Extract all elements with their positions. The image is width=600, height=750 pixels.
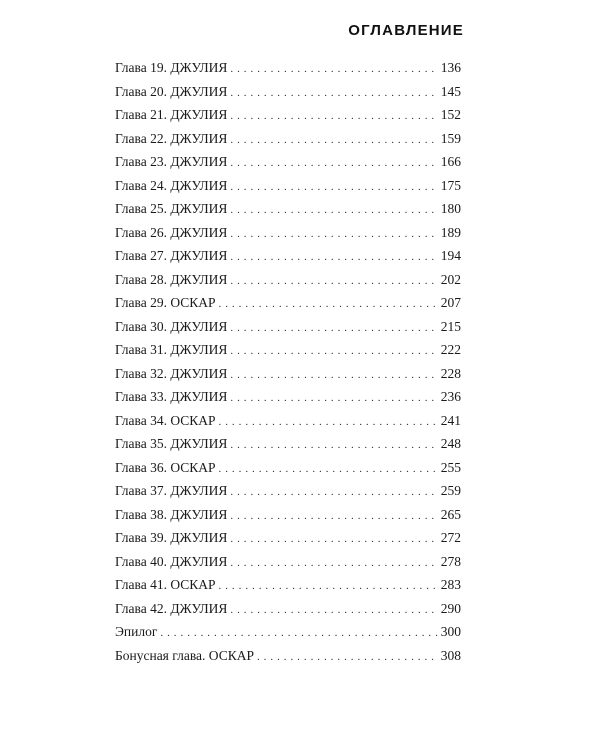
- toc-entry: [115, 103, 461, 127]
- dot-leader: [230, 364, 437, 388]
- toc-entry-page-number: 175: [440, 177, 461, 193]
- dot-leader: [230, 246, 437, 270]
- toc-entry: [115, 550, 461, 574]
- toc-entry-title: Глава 22. ДЖУЛИЯ: [115, 130, 228, 146]
- dot-leader: [230, 223, 437, 247]
- table-of-contents: [115, 56, 461, 667]
- toc-entry-page-number: 228: [440, 365, 461, 381]
- toc-entry-page-number: 152: [440, 107, 461, 122]
- dot-leader: [230, 552, 437, 576]
- dot-leader: [230, 340, 437, 364]
- toc-entry: [115, 409, 461, 433]
- toc-entry-title: Глава 39. ДЖУЛИЯ: [115, 530, 228, 545]
- toc-entry-page-number: 189: [440, 224, 461, 240]
- toc-entry-title: Глава 31. ДЖУЛИЯ: [115, 342, 228, 357]
- dot-leader: [230, 387, 437, 411]
- toc-entry-page-number: 255: [440, 459, 461, 475]
- toc-entry-title: Глава 19. ДЖУЛИЯ: [115, 60, 228, 75]
- toc-entry-page-number: 136: [440, 60, 461, 75]
- toc-entry: [115, 644, 461, 668]
- dot-leader: [230, 481, 437, 505]
- toc-entry-title: Глава 41. ОСКАР: [115, 577, 216, 592]
- toc-entry-title: Глава 37. ДЖУЛИЯ: [115, 483, 228, 498]
- dot-leader: [230, 199, 437, 223]
- toc-entry-title: Глава 32. ДЖУЛИЯ: [115, 365, 228, 381]
- toc-entry-title: Глава 21. ДЖУЛИЯ: [115, 107, 228, 122]
- toc-entry: [115, 291, 461, 315]
- toc-entry-page-number: 194: [440, 248, 461, 263]
- toc-entry-title: Глава 23. ДЖУЛИЯ: [115, 154, 228, 169]
- toc-entry-page-number: 248: [440, 436, 461, 451]
- toc-entry: [115, 244, 461, 268]
- toc-entry-page-number: 166: [440, 154, 461, 169]
- toc-entry: [115, 338, 461, 362]
- dot-leader: [230, 434, 437, 458]
- dot-leader: [257, 646, 438, 670]
- toc-entry: [115, 432, 461, 456]
- toc-entry-page-number: 222: [440, 342, 461, 357]
- toc-entry: [115, 362, 461, 386]
- page-title: ОГЛАВЛЕНИЕ: [348, 22, 464, 39]
- toc-entry-title: Глава 42. ДЖУЛИЯ: [115, 600, 228, 616]
- dot-leader: [230, 58, 437, 82]
- toc-entry-title: Глава 29. ОСКАР: [115, 295, 216, 310]
- dot-leader: [230, 505, 437, 529]
- toc-entry-title: Глава 25. ДЖУЛИЯ: [115, 201, 228, 216]
- toc-entry-title: Глава 33. ДЖУЛИЯ: [115, 389, 228, 404]
- dot-leader: [160, 622, 437, 646]
- toc-entry: [115, 221, 461, 245]
- toc-entry-title: Бонусная глава. ОСКАР: [115, 647, 254, 663]
- toc-entry: [115, 620, 461, 644]
- toc-entry-page-number: 265: [440, 506, 461, 522]
- toc-entry-title: Глава 36. ОСКАР: [115, 459, 216, 475]
- toc-entry: [115, 174, 461, 198]
- toc-entry-page-number: 259: [440, 483, 461, 498]
- toc-entry: [115, 150, 461, 174]
- dot-leader: [219, 458, 438, 482]
- toc-entry-title: Глава 28. ДЖУЛИЯ: [115, 271, 228, 287]
- toc-entry-page-number: 207: [440, 295, 461, 310]
- toc-entry-title: Глава 34. ОСКАР: [115, 412, 216, 428]
- toc-entry-title: Глава 30. ДЖУЛИЯ: [115, 318, 228, 334]
- dot-leader: [230, 599, 437, 623]
- toc-entry: [115, 268, 461, 292]
- toc-entry-page-number: 215: [440, 318, 461, 334]
- toc-entry-page-number: 283: [440, 577, 461, 592]
- dot-leader: [219, 411, 438, 435]
- toc-entry: [115, 385, 461, 409]
- toc-entry: [115, 479, 461, 503]
- toc-entry: [115, 597, 461, 621]
- toc-entry-page-number: 145: [440, 83, 461, 99]
- toc-entry: [115, 127, 461, 151]
- toc-entry: [115, 503, 461, 527]
- toc-entry: [115, 197, 461, 221]
- toc-entry-page-number: 202: [440, 271, 461, 287]
- toc-entry-title: Глава 26. ДЖУЛИЯ: [115, 224, 228, 240]
- toc-entry-page-number: 278: [440, 553, 461, 569]
- toc-entry-page-number: 180: [440, 201, 461, 216]
- toc-entry-title: Глава 38. ДЖУЛИЯ: [115, 506, 228, 522]
- toc-entry: [115, 573, 461, 597]
- dot-leader: [230, 176, 437, 200]
- dot-leader: [230, 105, 437, 129]
- toc-entry-title: Глава 27. ДЖУЛИЯ: [115, 248, 228, 263]
- toc-entry-title: Глава 40. ДЖУЛИЯ: [115, 553, 228, 569]
- toc-entry-title: Глава 24. ДЖУЛИЯ: [115, 177, 228, 193]
- dot-leader: [230, 528, 437, 552]
- dot-leader: [219, 293, 438, 317]
- toc-entry: [115, 80, 461, 104]
- toc-entry-page-number: 159: [440, 130, 461, 146]
- dot-leader: [219, 575, 438, 599]
- toc-entry: [115, 526, 461, 550]
- dot-leader: [230, 82, 437, 106]
- toc-entry-title: Глава 20. ДЖУЛИЯ: [115, 83, 228, 99]
- toc-entry-page-number: 300: [440, 624, 461, 639]
- toc-entry-page-number: 241: [440, 412, 461, 428]
- toc-entry-page-number: 236: [440, 389, 461, 404]
- dot-leader: [230, 270, 437, 294]
- toc-entry-page-number: 308: [440, 647, 461, 663]
- toc-entry-title: Эпилог: [115, 624, 158, 639]
- dot-leader: [230, 317, 437, 341]
- toc-entry: [115, 56, 461, 80]
- toc-entry-title: Глава 35. ДЖУЛИЯ: [115, 436, 228, 451]
- toc-entry: [115, 315, 461, 339]
- toc-entry: [115, 456, 461, 480]
- dot-leader: [230, 129, 437, 153]
- dot-leader: [230, 152, 437, 176]
- toc-entry-page-number: 290: [440, 600, 461, 616]
- toc-entry-page-number: 272: [440, 530, 461, 545]
